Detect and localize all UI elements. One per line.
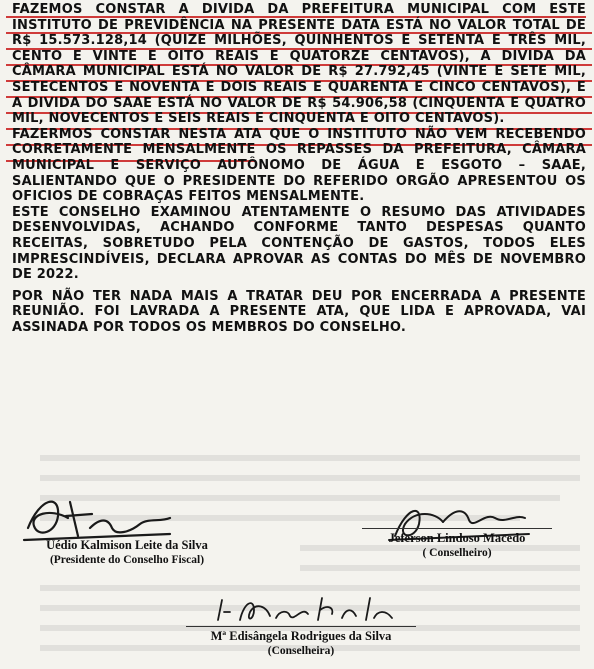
paragraph-approval: ESTE CONSELHO EXAMINOU ATENTAMENTE O RESUMO DAS ATIVIDADES DESENVOLVIDAS, ACHANDO CONFORME TANTO DESPESAS QUANTO RECEITAS, SOBRETUDO PELA CONTENÇÃO DE GASTOS, TODOS ELES IMPRESCINDÍVEIS, DECLARA APROVAR AS CONTAS DO MÊS DE NOVEMBRO DE 2022. xyxy=(12,204,586,283)
paragraph-debts: FAZEMOS CONSTAR A DIVIDA DA PREFEITURA MUNICIPAL COM ESTE INSTITUTO DE PREVIDÊNCIA NA PRESENTE DATA ESTÁ NO VALOR TOTAL DE R$ 15.573.128,14 (QUIZE MILHÕES, QUINHENTOS E SETENTA E TRÊS MIL, CENTO E VINTE E OITO REAIS E QUATORZE CENTAVOS), A DIVIDA DA CÂMARA MUNICIPAL ESTÁ NO VALOR DE R$ 27.792,45 (VINTE E SETE MIL, SETECENTOS E NOVENTA E DOIS REAIS E QUARENTA E CINCO CENTAVOS), E A DIVIDA DO SAAE ESTÁ NO VALOR DE R$ 54.906,58 (CINQUENTA E QUATRO MIL, NOVECENTOS E SEIS REAIS E CINQUENTA E OITO CENTAVOS). xyxy=(12,2,586,127)
paragraph-transfers: FAZERMOS CONSTAR NESTA ATA QUE O INSTITUTO NÃO VEM RECEBENDO CORRETAMENTE MENSALMENTE OS REPASSES DA PREFEITURA, CÂMARA MUNICIPAL E SERVIÇO AUTÔNOMO DE ÁGUA E ESGOTO – SAAE, SALIENTANDO QUE O PRESIDENTE DO REFERIDO ORGÃO APRESENTOU OS OFICIOS DE COBRAÇAS FEITOS MENSALMENTE. xyxy=(12,126,586,205)
minutes-body xyxy=(12,2,586,335)
signatory-role: (Presidente do Conselho Fiscal) xyxy=(49,554,205,566)
signatory-name: Mª Edisângela Rodrigues da Silva xyxy=(186,626,416,644)
signature-block-counselor xyxy=(362,528,552,561)
signatory-name: Uédio Kalmison Leite da Silva xyxy=(46,538,208,552)
paragraph-closing: POR NÃO TER NADA MAIS A TRATAR DEU POR ENCERRADA A PRESENTE REUNIÃO. FOI LAVRADA A PRESENTE ATA, QUE LIDA E APROVADA, VAI ASSINADA POR TODOS OS MEMBROS DO CONSELHO. xyxy=(12,288,586,335)
signatory-role: ( Conselheiro) xyxy=(422,547,492,559)
signatory-name: Jeferson Lindoso Macedo xyxy=(362,528,552,546)
signatory-role: (Conselheira) xyxy=(267,645,335,657)
signature-block-counselor-2 xyxy=(186,626,416,659)
signature-block-president xyxy=(22,538,232,568)
signature-scrawl-3 xyxy=(210,590,400,630)
